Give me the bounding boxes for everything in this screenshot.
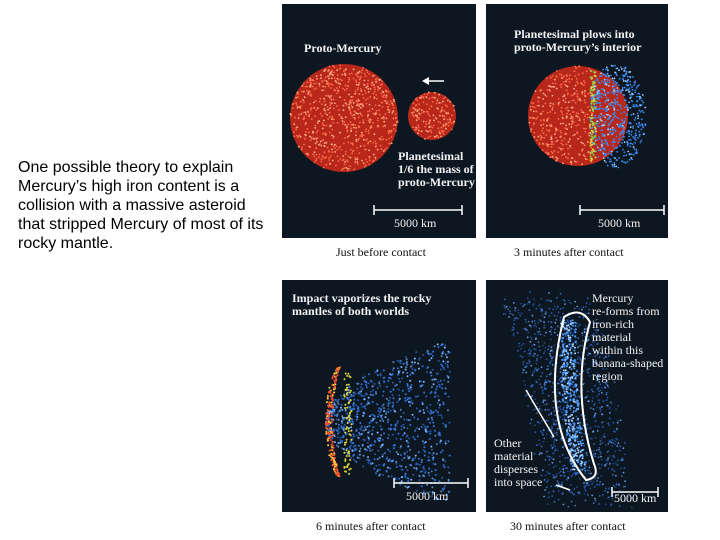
- proto-mercury-sphere: [290, 64, 399, 172]
- label-mantles: mantles of both worlds: [292, 304, 410, 318]
- label-vaporizes: Impact vaporizes the rocky: [292, 291, 432, 305]
- planetesimal-sphere: [408, 92, 456, 141]
- label-interior: proto-Mercury’s interior: [514, 40, 642, 54]
- caption-text: One possible theory to explain Mercury’s high iron content is a collision with a massive asteroid that stripped Mercury of most of its rocky mantle.: [18, 159, 264, 252]
- vapor-cloud: [325, 343, 451, 500]
- label-mercury: Mercury: [592, 291, 634, 305]
- panel-before-contact: [282, 4, 476, 238]
- label-planetesimal: Planetesimal: [398, 149, 464, 163]
- label-material: material: [592, 330, 632, 344]
- label-banana: banana-shaped: [592, 356, 664, 370]
- scale-label: 5000 km: [394, 216, 437, 230]
- label-into-space: into space: [494, 475, 543, 489]
- panel-6-minutes: [282, 280, 476, 512]
- label-material-2: material: [494, 449, 534, 463]
- label-disperses: disperses: [494, 462, 538, 476]
- time-label-3: 6 minutes after contact: [316, 519, 426, 533]
- label-within: within this: [592, 343, 644, 357]
- time-label-1: Just before contact: [336, 245, 426, 259]
- scale-label: 5000 km: [598, 216, 641, 230]
- time-label-4: 30 minutes after contact: [510, 519, 626, 533]
- label-other: Other: [494, 436, 522, 450]
- scale-label: 5000 km: [406, 489, 449, 503]
- label-mass-ratio: 1/6 the mass of: [398, 162, 474, 176]
- scale-label: 5000 km: [614, 491, 657, 505]
- label-proto-mercury-2: proto-Mercury: [398, 175, 475, 189]
- label-proto-mercury: Proto-Mercury: [304, 41, 382, 55]
- label-iron-rich: iron-rich: [592, 317, 634, 331]
- label-reforms: re-forms from: [592, 304, 660, 318]
- label-region: region: [592, 369, 623, 383]
- arrowhead-icon: [422, 77, 429, 85]
- panel-3-minutes: [486, 4, 668, 238]
- panel-1-graphic: [282, 4, 476, 238]
- label-plows: Planetesimal plows into: [514, 27, 635, 41]
- panel-30-minutes: [486, 280, 668, 512]
- time-label-2: 3 minutes after contact: [514, 245, 624, 259]
- pointer-line: [526, 390, 554, 437]
